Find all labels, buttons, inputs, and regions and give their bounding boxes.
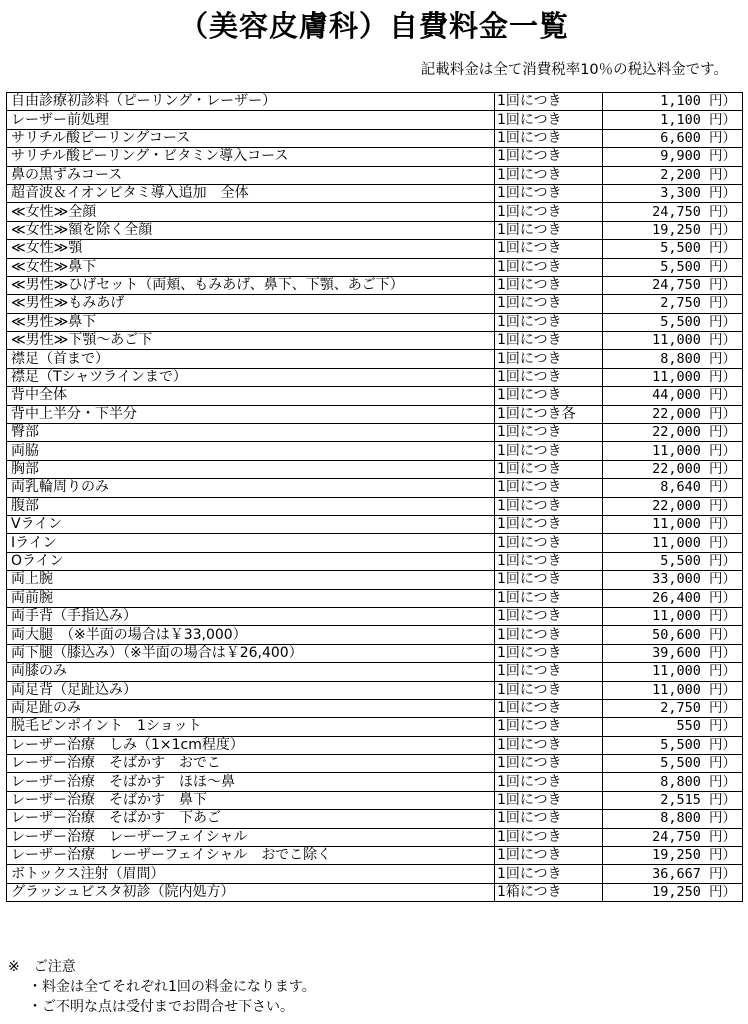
unit-cell: 1回につき bbox=[495, 810, 603, 828]
price-cell: 22,000 円） bbox=[603, 497, 743, 515]
price-cell: 11,000 円） bbox=[603, 681, 743, 699]
price-cell: 9,900 円） bbox=[603, 148, 743, 166]
unit-cell: 1回につき bbox=[495, 313, 603, 331]
table-row bbox=[7, 552, 743, 570]
price-cell: 5,500 円） bbox=[603, 736, 743, 754]
price-cell: 24,750 円） bbox=[603, 276, 743, 294]
table-row bbox=[7, 810, 743, 828]
item-name-cell: 背中上半分・下半分 bbox=[7, 405, 495, 423]
unit-cell: 1回につき bbox=[495, 718, 603, 736]
item-name-cell: 両乳輪周りのみ bbox=[7, 479, 495, 497]
item-name-cell: 両前腕 bbox=[7, 589, 495, 607]
price-cell: 6,600 円） bbox=[603, 129, 743, 147]
table-row bbox=[7, 571, 743, 589]
price-cell: 11,000 円） bbox=[603, 368, 743, 386]
unit-cell: 1回につき bbox=[495, 515, 603, 533]
unit-cell: 1回につき bbox=[495, 534, 603, 552]
item-name-cell: Oライン bbox=[7, 552, 495, 570]
price-cell: 8,800 円） bbox=[603, 773, 743, 791]
item-name-cell: 腹部 bbox=[7, 497, 495, 515]
unit-cell: 1回につき bbox=[495, 350, 603, 368]
item-name-cell: 襟足（Tシャツラインまで） bbox=[7, 368, 495, 386]
unit-cell: 1回につき bbox=[495, 773, 603, 791]
table-row bbox=[7, 534, 743, 552]
unit-cell: 1回につき bbox=[495, 148, 603, 166]
table-row bbox=[7, 589, 743, 607]
price-cell: 1,100 円） bbox=[603, 111, 743, 129]
item-name-cell: レーザー治療 そばかす 下あご bbox=[7, 810, 495, 828]
table-row bbox=[7, 865, 743, 883]
unit-cell: 1回につき bbox=[495, 828, 603, 846]
item-name-cell: レーザー前処理 bbox=[7, 111, 495, 129]
item-name-cell: レーザー治療 そばかす 鼻下 bbox=[7, 791, 495, 809]
item-name-cell: 超音波＆イオンビタミ導入追加 全体 bbox=[7, 184, 495, 202]
price-cell: 26,400 円） bbox=[603, 589, 743, 607]
item-name-cell: ≪女性≫顎 bbox=[7, 240, 495, 258]
unit-cell: 1回につき bbox=[495, 681, 603, 699]
item-name-cell: サリチル酸ピーリングコース bbox=[7, 129, 495, 147]
unit-cell: 1回につき bbox=[495, 626, 603, 644]
unit-cell: 1回につき bbox=[495, 424, 603, 442]
unit-cell: 1回につき bbox=[495, 552, 603, 570]
table-row bbox=[7, 736, 743, 754]
price-cell: 11,000 円） bbox=[603, 607, 743, 625]
unit-cell: 1回につき bbox=[495, 332, 603, 350]
item-name-cell: 脱毛ピンポイント 1ショット bbox=[7, 718, 495, 736]
unit-cell: 1回につき bbox=[495, 607, 603, 625]
table-row bbox=[7, 755, 743, 773]
table-row bbox=[7, 847, 743, 865]
item-name-cell: レーザー治療 そばかす ほほ～鼻 bbox=[7, 773, 495, 791]
table-row bbox=[7, 626, 743, 644]
table-row bbox=[7, 699, 743, 717]
unit-cell: 1回につき bbox=[495, 184, 603, 202]
unit-cell: 1回につき bbox=[495, 295, 603, 313]
table-row bbox=[7, 148, 743, 166]
item-name-cell: 臀部 bbox=[7, 424, 495, 442]
table-row bbox=[7, 184, 743, 202]
notes-heading: ※ ご注意 bbox=[8, 959, 76, 975]
table-row bbox=[7, 424, 743, 442]
item-name-cell: ボトックス注射（眉間） bbox=[7, 865, 495, 883]
price-cell: 11,000 円） bbox=[603, 515, 743, 533]
item-name-cell: 襟足（首まで） bbox=[7, 350, 495, 368]
price-cell: 5,500 円） bbox=[603, 552, 743, 570]
table-row bbox=[7, 368, 743, 386]
price-cell: 39,600 円） bbox=[603, 644, 743, 662]
unit-cell: 1回につき bbox=[495, 644, 603, 662]
unit-cell: 1回につき bbox=[495, 129, 603, 147]
price-cell: 11,000 円） bbox=[603, 442, 743, 460]
table-row bbox=[7, 276, 743, 294]
table-row bbox=[7, 663, 743, 681]
price-cell: 550 円） bbox=[603, 718, 743, 736]
table-row bbox=[7, 129, 743, 147]
table-row bbox=[7, 405, 743, 423]
item-name-cell: レーザー治療 レーザーフェイシャル おでこ除く bbox=[7, 847, 495, 865]
table-row bbox=[7, 460, 743, 478]
price-cell: 33,000 円） bbox=[603, 571, 743, 589]
price-cell: 8,800 円） bbox=[603, 810, 743, 828]
item-name-cell: ≪男性≫下顎～あご下 bbox=[7, 332, 495, 350]
price-cell: 11,000 円） bbox=[603, 663, 743, 681]
price-cell: 44,000 円） bbox=[603, 387, 743, 405]
item-name-cell: 両膝のみ bbox=[7, 663, 495, 681]
price-cell: 8,800 円） bbox=[603, 350, 743, 368]
price-cell: 24,750 円） bbox=[603, 828, 743, 846]
item-name-cell: 背中全体 bbox=[7, 387, 495, 405]
unit-cell: 1回につき bbox=[495, 847, 603, 865]
unit-cell: 1回につき bbox=[495, 258, 603, 276]
price-cell: 11,000 円） bbox=[603, 534, 743, 552]
unit-cell: 1回につき bbox=[495, 865, 603, 883]
price-cell: 5,500 円） bbox=[603, 755, 743, 773]
price-table-body bbox=[7, 93, 743, 902]
price-cell: 19,250 円） bbox=[603, 221, 743, 239]
unit-cell: 1回につき bbox=[495, 699, 603, 717]
item-name-cell: 自由診療初診料（ピーリング・レーザー） bbox=[7, 93, 495, 111]
page-title: （美容皮膚科）自費料金一覧 bbox=[178, 9, 569, 43]
table-row bbox=[7, 166, 743, 184]
item-name-cell: サリチル酸ピーリング・ビタミン導入コース bbox=[7, 148, 495, 166]
note-line: ・ご不明な点は受付までお問合せ下さい。 bbox=[28, 999, 294, 1015]
item-name-cell: レーザー治療 レーザーフェイシャル bbox=[7, 828, 495, 846]
item-name-cell: 両下腿（膝込み）（※半面の場合は￥26,400） bbox=[7, 644, 495, 662]
unit-cell: 1回につき bbox=[495, 479, 603, 497]
unit-cell: 1回につき bbox=[495, 460, 603, 478]
price-cell: 5,500 円） bbox=[603, 313, 743, 331]
item-name-cell: ≪男性≫鼻下 bbox=[7, 313, 495, 331]
table-row bbox=[7, 718, 743, 736]
note-line: ・料金は全てそれぞれ1回の料金になります。 bbox=[28, 979, 316, 995]
item-name-cell: Vライン bbox=[7, 515, 495, 533]
table-row bbox=[7, 773, 743, 791]
unit-cell: 1回につき bbox=[495, 240, 603, 258]
item-name-cell: レーザー治療 しみ（1×1cm程度） bbox=[7, 736, 495, 754]
table-row bbox=[7, 93, 743, 111]
table-row bbox=[7, 791, 743, 809]
price-cell: 24,750 円） bbox=[603, 203, 743, 221]
unit-cell: 1回につき bbox=[495, 736, 603, 754]
item-name-cell: 両大腿 （※半面の場合は￥33,000） bbox=[7, 626, 495, 644]
unit-cell: 1回につき bbox=[495, 368, 603, 386]
table-row bbox=[7, 221, 743, 239]
table-row bbox=[7, 295, 743, 313]
price-cell: 11,000 円） bbox=[603, 332, 743, 350]
price-cell: 2,750 円） bbox=[603, 699, 743, 717]
item-name-cell: ≪女性≫全顔 bbox=[7, 203, 495, 221]
table-row bbox=[7, 350, 743, 368]
unit-cell: 1回につき bbox=[495, 203, 603, 221]
price-cell: 19,250 円） bbox=[603, 883, 743, 901]
price-cell: 2,750 円） bbox=[603, 295, 743, 313]
unit-cell: 1回につき bbox=[495, 166, 603, 184]
price-cell: 3,300 円） bbox=[603, 184, 743, 202]
item-name-cell: 胸部 bbox=[7, 460, 495, 478]
item-name-cell: ≪女性≫鼻下 bbox=[7, 258, 495, 276]
table-row bbox=[7, 828, 743, 846]
table-row bbox=[7, 442, 743, 460]
price-cell: 2,515 円） bbox=[603, 791, 743, 809]
unit-cell: 1回につき bbox=[495, 442, 603, 460]
table-row bbox=[7, 479, 743, 497]
unit-cell: 1回につき bbox=[495, 387, 603, 405]
table-row bbox=[7, 497, 743, 515]
item-name-cell: Iライン bbox=[7, 534, 495, 552]
unit-cell: 1回につき各 bbox=[495, 405, 603, 423]
price-cell: 19,250 円） bbox=[603, 847, 743, 865]
table-row bbox=[7, 515, 743, 533]
table-row bbox=[7, 111, 743, 129]
price-cell: 36,667 円） bbox=[603, 865, 743, 883]
notes-section bbox=[8, 957, 738, 1017]
table-row bbox=[7, 332, 743, 350]
table-row bbox=[7, 258, 743, 276]
unit-cell: 1回につき bbox=[495, 497, 603, 515]
table-row bbox=[7, 607, 743, 625]
price-cell: 5,500 円） bbox=[603, 240, 743, 258]
table-row bbox=[7, 387, 743, 405]
price-cell: 50,600 円） bbox=[603, 626, 743, 644]
unit-cell: 1回につき bbox=[495, 791, 603, 809]
item-name-cell: レーザー治療 そばかす おでこ bbox=[7, 755, 495, 773]
item-name-cell: ≪男性≫ひげセット（両頬、もみあげ、鼻下、下顎、あご下） bbox=[7, 276, 495, 294]
unit-cell: 1回につき bbox=[495, 571, 603, 589]
tax-note: 記載料金は全て消費税率10％の税込料金です。 bbox=[420, 62, 728, 78]
unit-cell: 1回につき bbox=[495, 276, 603, 294]
item-name-cell: 両脇 bbox=[7, 442, 495, 460]
unit-cell: 1回につき bbox=[495, 663, 603, 681]
price-cell: 1,100 円） bbox=[603, 93, 743, 111]
price-cell: 2,200 円） bbox=[603, 166, 743, 184]
item-name-cell: 両足背（足趾込み） bbox=[7, 681, 495, 699]
unit-cell: 1箱につき bbox=[495, 883, 603, 901]
table-row bbox=[7, 681, 743, 699]
table-row bbox=[7, 883, 743, 901]
table-row bbox=[7, 644, 743, 662]
table-row bbox=[7, 203, 743, 221]
price-cell: 5,500 円） bbox=[603, 258, 743, 276]
item-name-cell: 両足趾のみ bbox=[7, 699, 495, 717]
item-name-cell: グラッシュビスタ初診（院内処方） bbox=[7, 883, 495, 901]
unit-cell: 1回につき bbox=[495, 111, 603, 129]
price-cell: 22,000 円） bbox=[603, 424, 743, 442]
price-cell: 8,640 円） bbox=[603, 479, 743, 497]
price-cell: 22,000 円） bbox=[603, 460, 743, 478]
unit-cell: 1回につき bbox=[495, 221, 603, 239]
unit-cell: 1回につき bbox=[495, 589, 603, 607]
unit-cell: 1回につき bbox=[495, 755, 603, 773]
table-row bbox=[7, 240, 743, 258]
item-name-cell: 両手背（手指込み） bbox=[7, 607, 495, 625]
table-row bbox=[7, 313, 743, 331]
item-name-cell: 両上腕 bbox=[7, 571, 495, 589]
unit-cell: 1回につき bbox=[495, 93, 603, 111]
item-name-cell: ≪男性≫もみあげ bbox=[7, 295, 495, 313]
item-name-cell: ≪女性≫額を除く全顔 bbox=[7, 221, 495, 239]
item-name-cell: 鼻の黒ずみコース bbox=[7, 166, 495, 184]
price-cell: 22,000 円） bbox=[603, 405, 743, 423]
price-table bbox=[6, 92, 743, 902]
